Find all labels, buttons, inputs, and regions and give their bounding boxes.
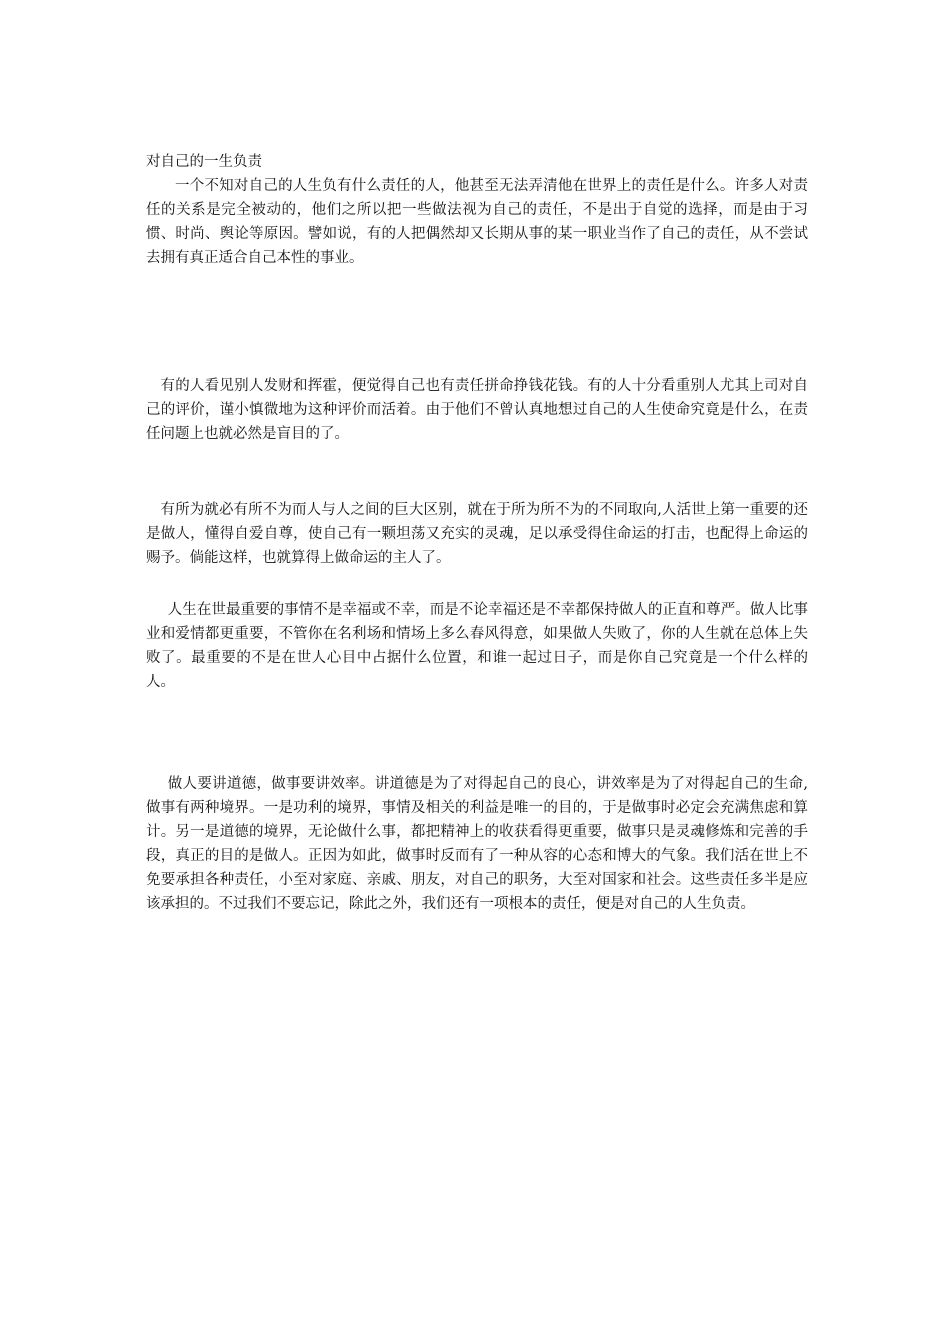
paragraph-4: 人生在世最重要的事情不是幸福或不幸，而是不论幸福还是不幸都保持做人的正直和尊严。做人比事业和爱情都更重要，不管你在名利场和情场上多么春风得意，如果做人失败了，你的人生就在总体上失败了。最重要的不是在世人心目中占据什么位置，和谁一起过日子，而是你自己究竟是一个什么样的人。 bbox=[146, 602, 808, 690]
document-title: 对自己的一生负责 bbox=[146, 154, 262, 170]
paragraph-1: 一个不知对自己的人生负有什么责任的人，他甚至无法弄清他在世界上的责任是什么。许多人对责任的关系是完全被动的，他们之所以把一些做法视为自己的责任，不是出于自觉的选择，而是由于习惯、时尚、舆论等原因。譬如说，有的人把偶然却又长期从事的某一职业当作了自己的责任，从不尝试去拥有真正适合自己本性的事业。 bbox=[146, 178, 808, 266]
paragraph-5: 做人要讲道德，做事要讲效率。讲道德是为了对得起自己的良心，讲效率是为了对得起自己的生命,做事有两种境界。一是功利的境界，事情及相关的利益是唯一的目的，于是做事时必定会充满焦虑和算计。另一是道德的境界，无论做什么事，都把精神上的收获看得更重要，做事只是灵魂修炼和完善的手段，真正的目的是做人。正因为如此，做事时反而有了一种从容的心态和博大的气象。我们活在世上不免要承担各种责任，小至对家庭、亲戚、朋友，对自己的职务，大至对国家和社会。这些责任多半是应该承担的。不过我们不要忘记，除此之外，我们还有一项根本的责任，便是对自己的人生负责。 bbox=[146, 776, 808, 912]
paragraph-2: 有的人看见别人发财和挥霍，便觉得自己也有责任拼命挣钱花钱。有的人十分看重别人尤其上司对自己的评价，谨小慎微地为这种评价而活着。由于他们不曾认真地想过自己的人生使命究竟是什么，在责任问题上也就必然是盲目的了。 bbox=[146, 378, 808, 442]
paragraph-3: 有所为就必有所不为而人与人之间的巨大区别，就在于所为所不为的不同取向,人活世上第一重要的还是做人，懂得自爱自尊，使自己有一颗坦荡又充实的灵魂，足以承受得住命运的打击，也配得上命运的赐予。倘能这样，也就算得上做命运的主人了。 bbox=[146, 502, 808, 566]
